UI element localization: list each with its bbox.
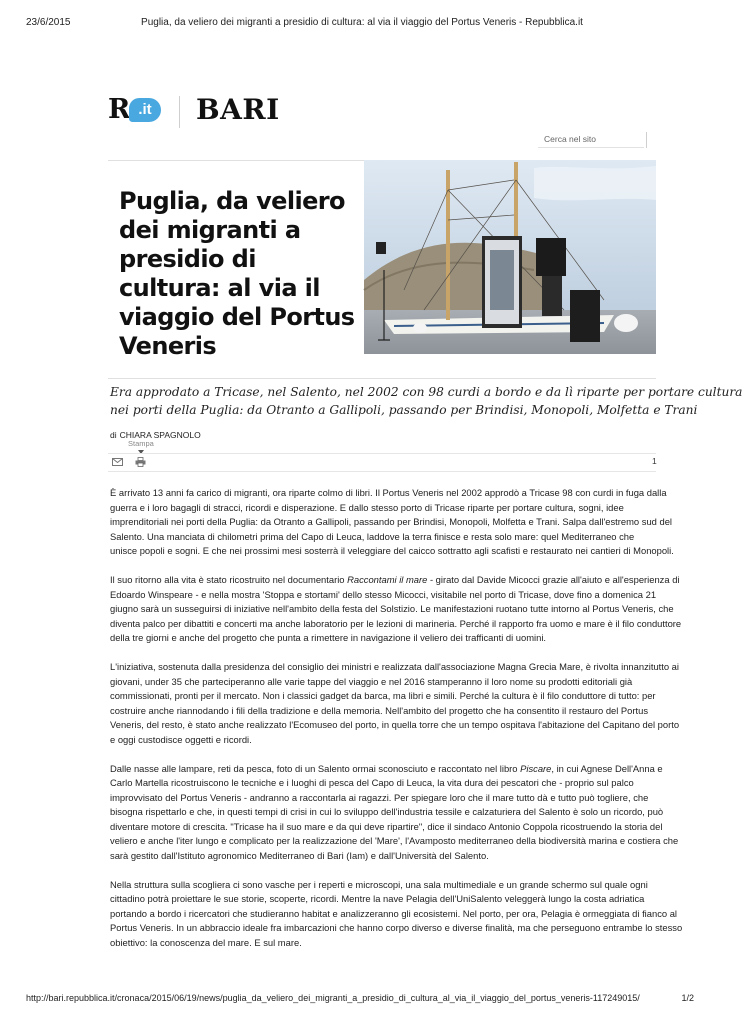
- paragraph-line: cittadino potrà proiettare le sue storie, scoperte, ricordi. Mentre la nave Pelagia dell'UniSalento veleggerà lungo la costa adriatica: [110, 893, 645, 904]
- paragraph-line: Portus Veneris. In un abbraccio ideale fra imbarcazioni che hanno corpo diverso e diverse finalità, ma che perseguono entrambe lo stesso: [110, 922, 683, 933]
- article-paragraph: [110, 486, 674, 559]
- search-input[interactable]: Cerca nel sito: [538, 130, 644, 148]
- paragraph-line: L'iniziativa, sostenuta dalla presidenza del consiglio dei ministri e realizzata dall'associazione Magna Grecia Mare, è rivolta innanzitutto ai: [110, 661, 679, 672]
- paragraph-line: Carlo Martella ricostruiscono le tecniche e i luoghi di pesca del Capo di Leuca, la vita dura dei pescatori che - proprio sul palco: [110, 777, 634, 788]
- paragraph-line: Veneris, del resto, è stato anche realizzato l'Ecomuseo del porto, in quella torre che un tempo ospitava l'abitazione del Capitano del porto: [110, 719, 680, 730]
- stampa-tooltip: Stampa: [128, 439, 154, 448]
- print-page-title: Puglia, da veliero dei migranti a presidio di cultura: al via il viaggio del Portus Veneris - Repubblica.it: [141, 17, 583, 28]
- article-summary: [110, 383, 742, 419]
- summary-line: Era approdato a Tricase, nel Salento, nel 2002 con 98 curdi a bordo e da lì riparte per portare cultura: [110, 385, 742, 399]
- logo-r: R: [108, 94, 130, 125]
- article-photo[interactable]: [364, 160, 656, 354]
- article-headline: Puglia, da veliero dei migranti a presidio di cultura: al via il viaggio del Portus Veneris: [119, 187, 355, 360]
- article-paragraph: [110, 878, 683, 951]
- paragraph-line: portando a bordo i ricercatori che studieranno habitat e analizzeranno gli ecosistemi. Nel porto, per ora, Pelagia è ormeggiata di fianco al: [110, 907, 677, 919]
- site-header: [108, 92, 656, 162]
- paragraph-line: unisce popoli e sogni. E che nei prossimi mesi sosterrà il veleggiare del caicco sottratto agli scafisti e restaurato nei cantieri di Monopoli.: [110, 545, 674, 556]
- paragraph-line: commissionati, pronti per il mercato. Non i classici gadget da barca, ma libri e simili. Perché la cultura è il filo conduttore di tutto: per: [110, 690, 656, 701]
- logo-it-badge: .it: [129, 98, 161, 122]
- hero-divider: [108, 378, 656, 379]
- paragraph-line: sarà gestito dall'Istituto agronomico Mediterraneo di Bari (Iam) e dall'Università del Salento.: [110, 849, 489, 861]
- author-name[interactable]: CHIARA SPAGNOLO: [119, 430, 201, 440]
- print-icon[interactable]: [135, 457, 146, 467]
- search-divider: [646, 132, 647, 148]
- article-body: [110, 486, 683, 965]
- paragraph-line: diventare motore di crescita. "Tricase ha il suo mare e da qui deve ripartire", dice il sindaco Antonio Coppola ricostruendo la storia del: [110, 820, 663, 832]
- summary-line: nei porti della Puglia: da Otranto a Gallipoli, passando per Brindisi, Monopoli, Molfetta e Trani: [110, 403, 698, 417]
- paragraph-line: obiettivo: la conoscenza del mare. E sul mare.: [110, 936, 302, 948]
- print-page-number: 1/2: [681, 993, 694, 1003]
- byline: [110, 430, 201, 440]
- paragraph-line: costruire anche riannodando i fili della tradizione e della memoria. Nell'ambito del progetto che ha consentito il restauro del Portus: [110, 704, 649, 716]
- paragraph-line: bisogna rispettarlo e che, in questi tempi di crisi in cui lo sviluppo dell'industria tessile e calzaturiera del Salento è solo un ricordo, può: [110, 806, 664, 817]
- paragraph-line: Salento. Una manciata di chilometri prima del Capo di Leuca, laddove la terra finisce e resta solo mare: quel Mediterraneo che: [110, 530, 635, 542]
- paragraph-line: e oggi custodisce oggetti e ricordi.: [110, 733, 252, 745]
- byline-prefix: di: [110, 430, 117, 440]
- paragraph-line: Nella struttura sulla scogliera ci sono vasche per i reperti e microscopi, una sala multimediale e un grande schermo sul quale ogni: [110, 878, 648, 890]
- paragraph-line: Il suo ritorno alla vita è stato ricostruito nel documentario Raccontami il mare - girato dal Davide Micocci grazie all'aiuto e all'esperienza di: [110, 574, 680, 585]
- italic-title: Piscare: [520, 762, 552, 774]
- paragraph-line: Edoardo Winspeare - e nella mostra 'Stoppa e stortami' dello stesso Micocci, visitabile nel porto di Tricase, dove fino a domenica 21: [110, 588, 657, 600]
- toolbar-top-divider: [108, 453, 656, 454]
- paragraph-line: veliero e anche l'iter lungo e complicato per la realizzazione del 'Mare', l'Avamposto mediterraneo della biodiversità marina e costiera che: [110, 835, 679, 846]
- paragraph-line: giugno sarà un susseguirsi di iniziative nell'ambito della festa del Solstizio. Le manifestazioni ruotano tutte intorno al Portus Veneris, che: [110, 603, 674, 614]
- logo-divider: [179, 96, 180, 128]
- article-paragraph: [110, 762, 679, 864]
- italic-title: Raccontami il mare: [347, 574, 428, 585]
- print-footer: [26, 993, 698, 1007]
- paragraph-line: imprenditoriali nei porti della Puglia: da Otranto a Gallipoli, passando per Brindisi, Monopoli, Molfetta e Trani. Salpa dall'estremo sud del: [110, 516, 672, 527]
- section-name[interactable]: BARI: [196, 93, 280, 126]
- paragraph-line: improvvisato del Portus Veneris - andranno a raccontarla ai ragazzi. Per spiegare loro che il mare tutto dà e tutto può togliere, che: [110, 791, 649, 803]
- paragraph-line: guerra e i loro bagagli di stracci, ricordi e disperazione. E dallo stesso porto di Tricase riparte per portare cultura, sogni, idee: [110, 501, 624, 513]
- article-toolbar: [108, 440, 656, 472]
- mail-icon[interactable]: [112, 458, 123, 466]
- article-hero: [108, 160, 656, 360]
- share-count[interactable]: 1: [652, 456, 657, 466]
- paragraph-line: giovani, under 35 che parteciperanno alle varie tappe del viaggio e nel 2016 stamperanno il loro nome su prodotti editoriali già: [110, 675, 633, 687]
- print-url: http://bari.repubblica.it/cronaca/2015/06/19/news/puglia_da_veliero_dei_migranti_a_presidio_di_cultura_al_via_il_viaggio_del_portus_veneris-117249015/: [26, 993, 640, 1003]
- print-header: [26, 17, 698, 31]
- paragraph-line: Dalle nasse alle lampare, reti da pesca, foto di un Salento ormai sconosciuto e raccontato nel libro Piscare, in cui Agnese Dell'Anna e: [110, 762, 663, 774]
- toolbar-bottom-divider: [108, 471, 656, 472]
- paragraph-line: della tre giorni e anche del progetto che punta a rimettere in navigazione il veliero dei trafficanti di uomini.: [110, 632, 547, 643]
- paragraph-line: È arrivato 13 anni fa carico di migranti, ora riparte colmo di libri. Il Portus Veneris nel 2002 approdò a Tricase 98 con curdi in fuga dalla: [110, 487, 667, 498]
- print-date: 23/6/2015: [26, 17, 71, 28]
- paragraph-line: diventa palco per dibattiti e concerti ma anche laboratorio per le lezioni di marineria. Perché il rapporto fra uomo e mare è il filo conduttore: [110, 617, 682, 629]
- repubblica-logo[interactable]: [108, 94, 162, 128]
- article-paragraph: [110, 573, 682, 646]
- article-paragraph: [110, 660, 680, 747]
